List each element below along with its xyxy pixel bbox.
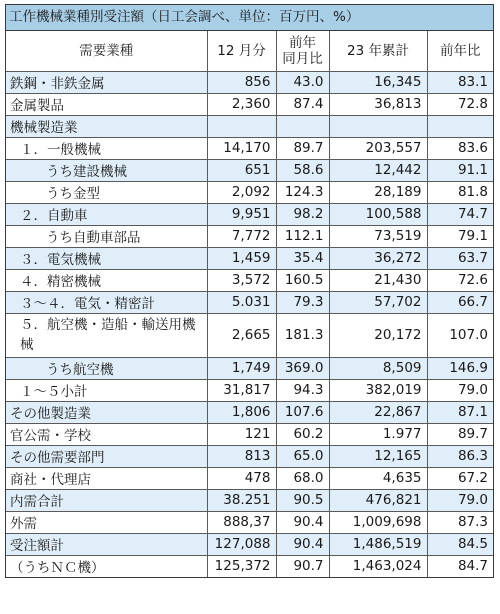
- cell-yoy-month: 60.2: [276, 423, 329, 445]
- row-label: うち航空機: [6, 357, 207, 379]
- cell-yoy-year: 87.3: [427, 511, 493, 533]
- cell-december: 856: [207, 71, 276, 93]
- cell-december: 478: [207, 467, 276, 489]
- table-row: [6, 555, 493, 577]
- cell-cumulative: 8,509: [329, 357, 427, 379]
- cell-yoy-month: 181.3: [276, 313, 329, 357]
- order-table-frame: [5, 4, 494, 578]
- row-label: うち自動車部品: [6, 225, 207, 247]
- table-row: [6, 445, 493, 467]
- cell-december: 38.251: [207, 489, 276, 511]
- cell-yoy-year: 66.7: [427, 291, 493, 313]
- cell-yoy-month: 369.0: [276, 357, 329, 379]
- order-table: [6, 31, 493, 577]
- cell-yoy-year: 83.1: [427, 71, 493, 93]
- cell-cumulative: 21,430: [329, 269, 427, 291]
- cell-yoy-year: 72.8: [427, 93, 493, 115]
- cell-yoy-year: 72.6: [427, 269, 493, 291]
- cell-yoy-year: 91.1: [427, 159, 493, 181]
- cell-december: [207, 115, 276, 137]
- cell-december: 7,772: [207, 225, 276, 247]
- cell-yoy-year: 89.7: [427, 423, 493, 445]
- table-row: [6, 115, 493, 137]
- row-label: ３～４．電気・精密計: [6, 291, 207, 313]
- row-label: １～５小計: [6, 379, 207, 401]
- cell-yoy-year: 79.0: [427, 379, 493, 401]
- cell-yoy-month: 58.6: [276, 159, 329, 181]
- row-label: うち金型: [6, 181, 207, 203]
- cell-yoy-year: 86.3: [427, 445, 493, 467]
- cell-cumulative: 1,009,698: [329, 511, 427, 533]
- cell-december: 14,170: [207, 137, 276, 159]
- cell-december: 1,749: [207, 357, 276, 379]
- cell-yoy-month: 112.1: [276, 225, 329, 247]
- cell-yoy-month: 124.3: [276, 181, 329, 203]
- cell-yoy-month: 87.4: [276, 93, 329, 115]
- cell-december: 5.031: [207, 291, 276, 313]
- table-row: [6, 533, 493, 555]
- cell-yoy-year: 84.5: [427, 533, 493, 555]
- table-row: [6, 159, 493, 181]
- cell-yoy-month: 90.4: [276, 511, 329, 533]
- table-row: [6, 489, 493, 511]
- row-label: 外需: [6, 511, 207, 533]
- cell-cumulative: 73,519: [329, 225, 427, 247]
- cell-yoy-month: 90.4: [276, 533, 329, 555]
- table-row: [6, 269, 493, 291]
- cell-yoy-month: 94.3: [276, 379, 329, 401]
- row-label: （うちＮＣ機）: [6, 555, 207, 577]
- header-yoy-month: [276, 31, 329, 71]
- header-cumulative: 23 年累計: [329, 31, 427, 71]
- cell-yoy-month: 98.2: [276, 203, 329, 225]
- cell-december: 9,951: [207, 203, 276, 225]
- cell-december: 651: [207, 159, 276, 181]
- cell-cumulative: 28,189: [329, 181, 427, 203]
- cell-yoy-year: 146.9: [427, 357, 493, 379]
- cell-december: 813: [207, 445, 276, 467]
- cell-cumulative: 100,588: [329, 203, 427, 225]
- row-label: ５．航空機・造船・輸送用機械: [6, 313, 207, 357]
- table-row: [6, 379, 493, 401]
- cell-yoy-month: 35.4: [276, 247, 329, 269]
- cell-cumulative: 22,867: [329, 401, 427, 423]
- header-yoy-month-line2: 同月比: [282, 50, 323, 67]
- cell-cumulative: 12,442: [329, 159, 427, 181]
- header-yoy-year: 前年比: [427, 31, 493, 71]
- cell-december: 1,459: [207, 247, 276, 269]
- table-row: [6, 247, 493, 269]
- row-label: ２．自動車: [6, 203, 207, 225]
- row-label: ３．電気機械: [6, 247, 207, 269]
- cell-yoy-month: 68.0: [276, 467, 329, 489]
- cell-yoy-year: 107.0: [427, 313, 493, 357]
- cell-cumulative: 20,172: [329, 313, 427, 357]
- cell-cumulative: 16,345: [329, 71, 427, 93]
- table-row: [6, 225, 493, 247]
- cell-december: 121: [207, 423, 276, 445]
- table-row: [6, 137, 493, 159]
- cell-yoy-year: 74.7: [427, 203, 493, 225]
- cell-december: 127,088: [207, 533, 276, 555]
- row-label: １．一般機械: [6, 137, 207, 159]
- cell-cumulative: 1,486,519: [329, 533, 427, 555]
- table-row: [6, 401, 493, 423]
- cell-cumulative: 476,821: [329, 489, 427, 511]
- table-row: [6, 203, 493, 225]
- row-label: 受注額計: [6, 533, 207, 555]
- cell-december: 31,817: [207, 379, 276, 401]
- cell-yoy-month: 90.7: [276, 555, 329, 577]
- table-row: [6, 71, 493, 93]
- cell-cumulative: 1.977: [329, 423, 427, 445]
- table-row: [6, 291, 493, 313]
- cell-yoy-year: 67.2: [427, 467, 493, 489]
- row-label: 商社・代理店: [6, 467, 207, 489]
- cell-cumulative: 36,272: [329, 247, 427, 269]
- header-row: [6, 31, 493, 71]
- table-row: [6, 181, 493, 203]
- cell-december: 888,37: [207, 511, 276, 533]
- table-row: [6, 423, 493, 445]
- cell-cumulative: 1,463,024: [329, 555, 427, 577]
- cell-december: 2,092: [207, 181, 276, 203]
- header-demand-sector: 需要業種: [6, 31, 207, 71]
- cell-december: 2,360: [207, 93, 276, 115]
- cell-yoy-month: 89.7: [276, 137, 329, 159]
- cell-yoy-month: 43.0: [276, 71, 329, 93]
- header-yoy-month-line1: 前年: [289, 34, 316, 51]
- row-label: ４．精密機械: [6, 269, 207, 291]
- row-label: 鉄鋼・非鉄金属: [6, 71, 207, 93]
- row-label: 内需合計: [6, 489, 207, 511]
- row-label: 金属製品: [6, 93, 207, 115]
- cell-cumulative: 203,557: [329, 137, 427, 159]
- cell-yoy-year: 87.1: [427, 401, 493, 423]
- table-row: [6, 93, 493, 115]
- cell-cumulative: 382,019: [329, 379, 427, 401]
- row-label: その他製造業: [6, 401, 207, 423]
- cell-cumulative: 57,702: [329, 291, 427, 313]
- cell-cumulative: 4,635: [329, 467, 427, 489]
- cell-yoy-month: 107.6: [276, 401, 329, 423]
- cell-yoy-year: 84.7: [427, 555, 493, 577]
- cell-cumulative: 36,813: [329, 93, 427, 115]
- row-label: 機械製造業: [6, 115, 207, 137]
- table-row: [6, 511, 493, 533]
- cell-december: 1,806: [207, 401, 276, 423]
- table-row: [6, 467, 493, 489]
- cell-cumulative: 12,165: [329, 445, 427, 467]
- cell-yoy-year: 83.6: [427, 137, 493, 159]
- cell-yoy-month: 160.5: [276, 269, 329, 291]
- cell-yoy-month: 90.5: [276, 489, 329, 511]
- row-label: 官公需・学校: [6, 423, 207, 445]
- cell-yoy-year: 79.0: [427, 489, 493, 511]
- cell-yoy-month: [276, 115, 329, 137]
- cell-cumulative: [329, 115, 427, 137]
- cell-yoy-year: 81.8: [427, 181, 493, 203]
- table-title: 工作機械業種別受注額（日工会調べ、単位：百万円、%）: [6, 5, 493, 31]
- row-label: その他需要部門: [6, 445, 207, 467]
- table-row: [6, 357, 493, 379]
- row-label: うち建設機械: [6, 159, 207, 181]
- cell-yoy-year: 63.7: [427, 247, 493, 269]
- cell-yoy-month: 79.3: [276, 291, 329, 313]
- cell-yoy-year: [427, 115, 493, 137]
- cell-december: 125,372: [207, 555, 276, 577]
- cell-yoy-year: 79.1: [427, 225, 493, 247]
- cell-yoy-month: 65.0: [276, 445, 329, 467]
- table-row: [6, 313, 493, 357]
- cell-december: 2,665: [207, 313, 276, 357]
- cell-december: 3,572: [207, 269, 276, 291]
- header-december: 12 月分: [207, 31, 276, 71]
